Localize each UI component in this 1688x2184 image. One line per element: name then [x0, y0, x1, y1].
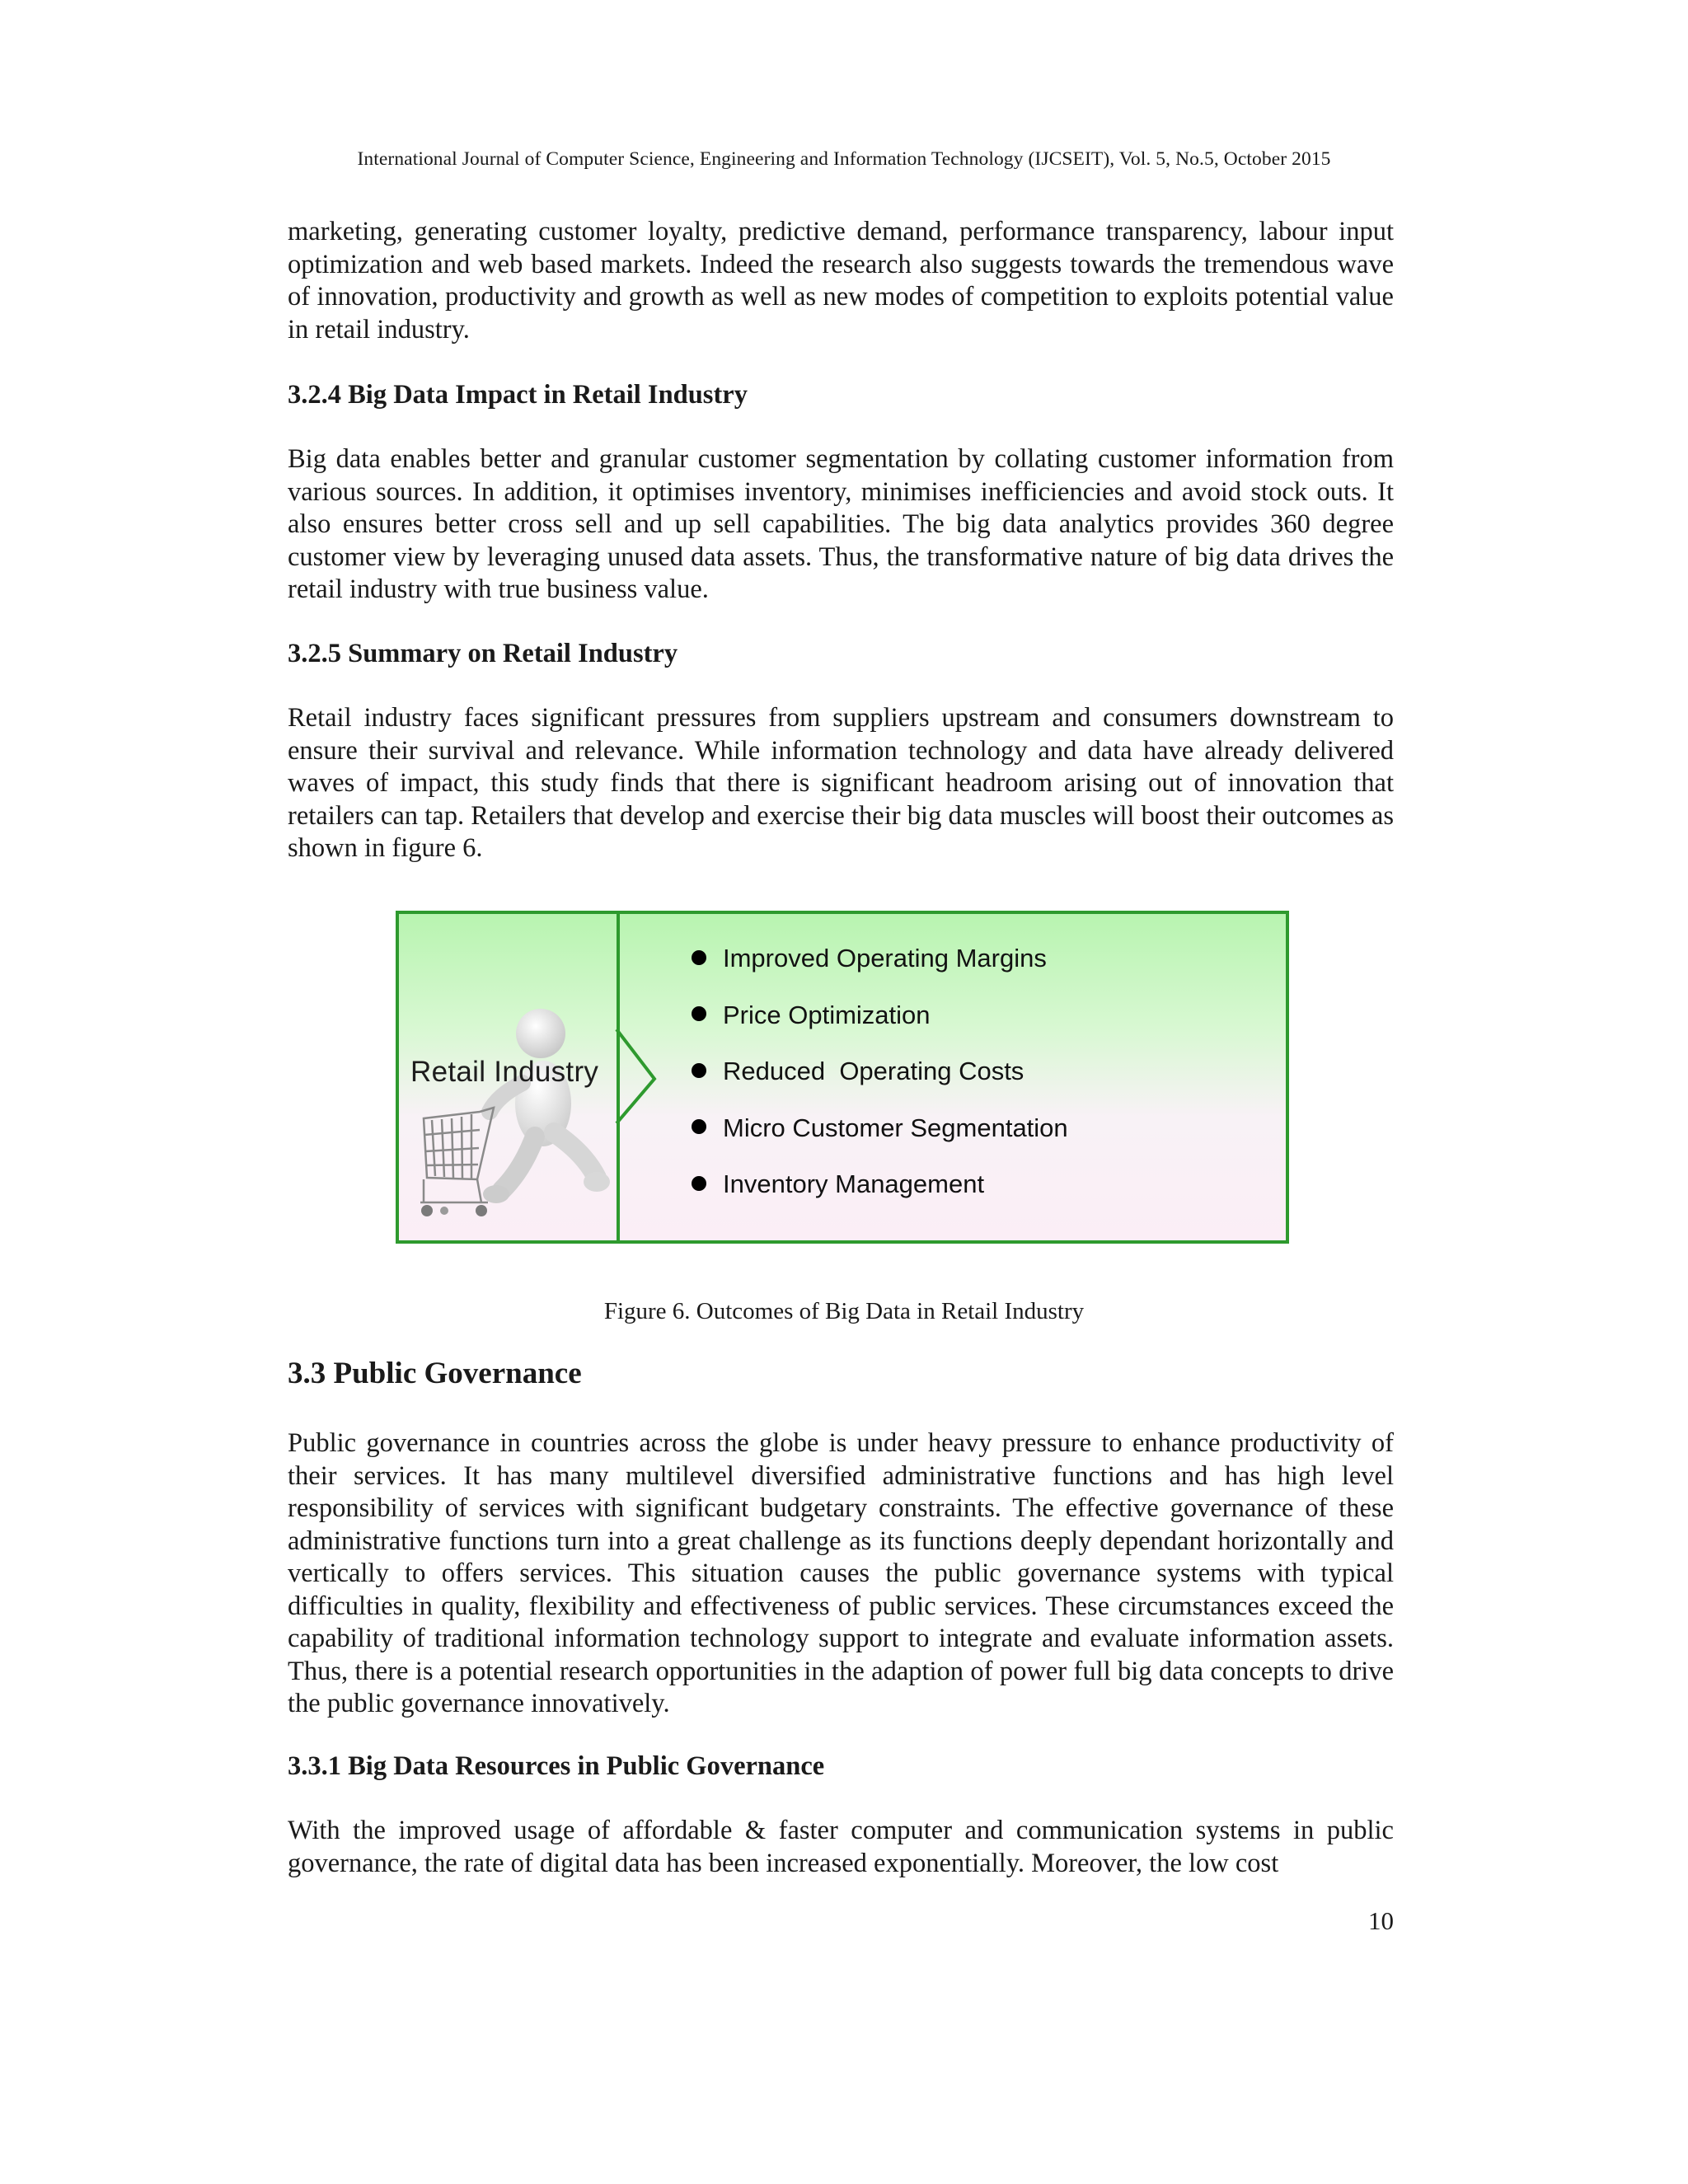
section-heading-3-2-5: 3.2.5 Summary on Retail Industry [288, 639, 678, 668]
list-item [692, 1057, 1068, 1113]
section-heading-3-3-1: 3.3.1 Big Data Resources in Public Governance [288, 1751, 825, 1781]
paragraph-3-2-5: Retail industry faces significant pressures from suppliers upstream and consumers downstream to ensure their survival and relevance. While information technology and data have already delivered waves of impact, this study finds that there is significant headroom arising out of innovation that retailers can tap. Retailers that develop and exercise their big data muscles will boost their outcomes as shown in figure 6. [288, 703, 1394, 863]
figure-caption: Figure 6. Outcomes of Big Data in Retail Industry [603, 1298, 1085, 1324]
paragraph-3-2-4: Big data enables better and granular customer segmentation by collating customer information from various sources. In addition, it optimises inventory, minimises inefficiencies and avoid stock outs. It also ensures better cross sell and up sell capabilities. The big data analytics provides 360 degree customer view by leveraging unused data assets. Thus, the transformative nature of big data drives the retail industry with true business value. [288, 444, 1394, 604]
page-number: 10 [1368, 1906, 1394, 1935]
paragraph-intro: marketing, generating customer loyalty, predictive demand, performance transparency, labour input optimization and web based markets. Indeed the research also suggests towards the tremendous wave of innovation, productivity and growth as well as new modes of competition to exploits potential value in retail industry. [288, 217, 1394, 344]
paragraph-3-3: Public governance in countries across the globe is under heavy pressure to enhance productivity of their services. It has many multilevel diversified administrative functions and has high level responsibility of services with significant budgetary constraints. The effective governance of these administrative functions turn into a great challenge as its functions deeply dependant horizontally and vertically to offers services. This situation causes the public governance systems with typical difficulties in quality, flexibility and effectiveness of public services. These circumstances exceed the capability of traditional information technology support to integrate and evaluate information assets. Thus, there is a potential research opportunities in the adaption of power full big data concepts to drive the public governance innovatively. [288, 1428, 1394, 1718]
list-item [692, 1113, 1068, 1170]
running-header: International Journal of Computer Science, Engineering and Information Technology (IJCSEIT), Vol. 5, No.5, October 2015 [357, 148, 1331, 170]
bullet-icon [692, 1176, 706, 1191]
outcome-label: Micro Customer Segmentation [723, 1113, 1068, 1142]
outcome-label: Reduced Operating Costs [723, 1057, 1025, 1085]
figure-6-retail-outcomes [396, 911, 1289, 1244]
outcome-label: Inventory Management [723, 1169, 985, 1198]
chevron-right-icon [615, 914, 664, 1240]
outcome-label: Improved Operating Margins [723, 944, 1047, 972]
bullet-icon [692, 1119, 706, 1134]
figure-title: Retail Industry [410, 1056, 599, 1088]
section-heading-3-3: 3.3 Public Governance [288, 1357, 582, 1390]
bullet-icon [692, 950, 706, 965]
list-item [692, 944, 1068, 1001]
bullet-icon [692, 1006, 706, 1021]
list-item [692, 1001, 1068, 1057]
section-heading-3-2-4: 3.2.4 Big Data Impact in Retail Industry [288, 380, 748, 410]
bullet-icon [692, 1063, 706, 1078]
outcomes-list [692, 944, 1068, 1226]
outcome-label: Price Optimization [723, 1000, 931, 1029]
figure-left-panel [399, 914, 620, 1240]
paragraph-3-3-1: With the improved usage of affordable & faster computer and communication systems in public governance, the rate of digital data has been increased exponentially. Moreover, the low cost [288, 1816, 1394, 1878]
list-item [692, 1169, 1068, 1226]
